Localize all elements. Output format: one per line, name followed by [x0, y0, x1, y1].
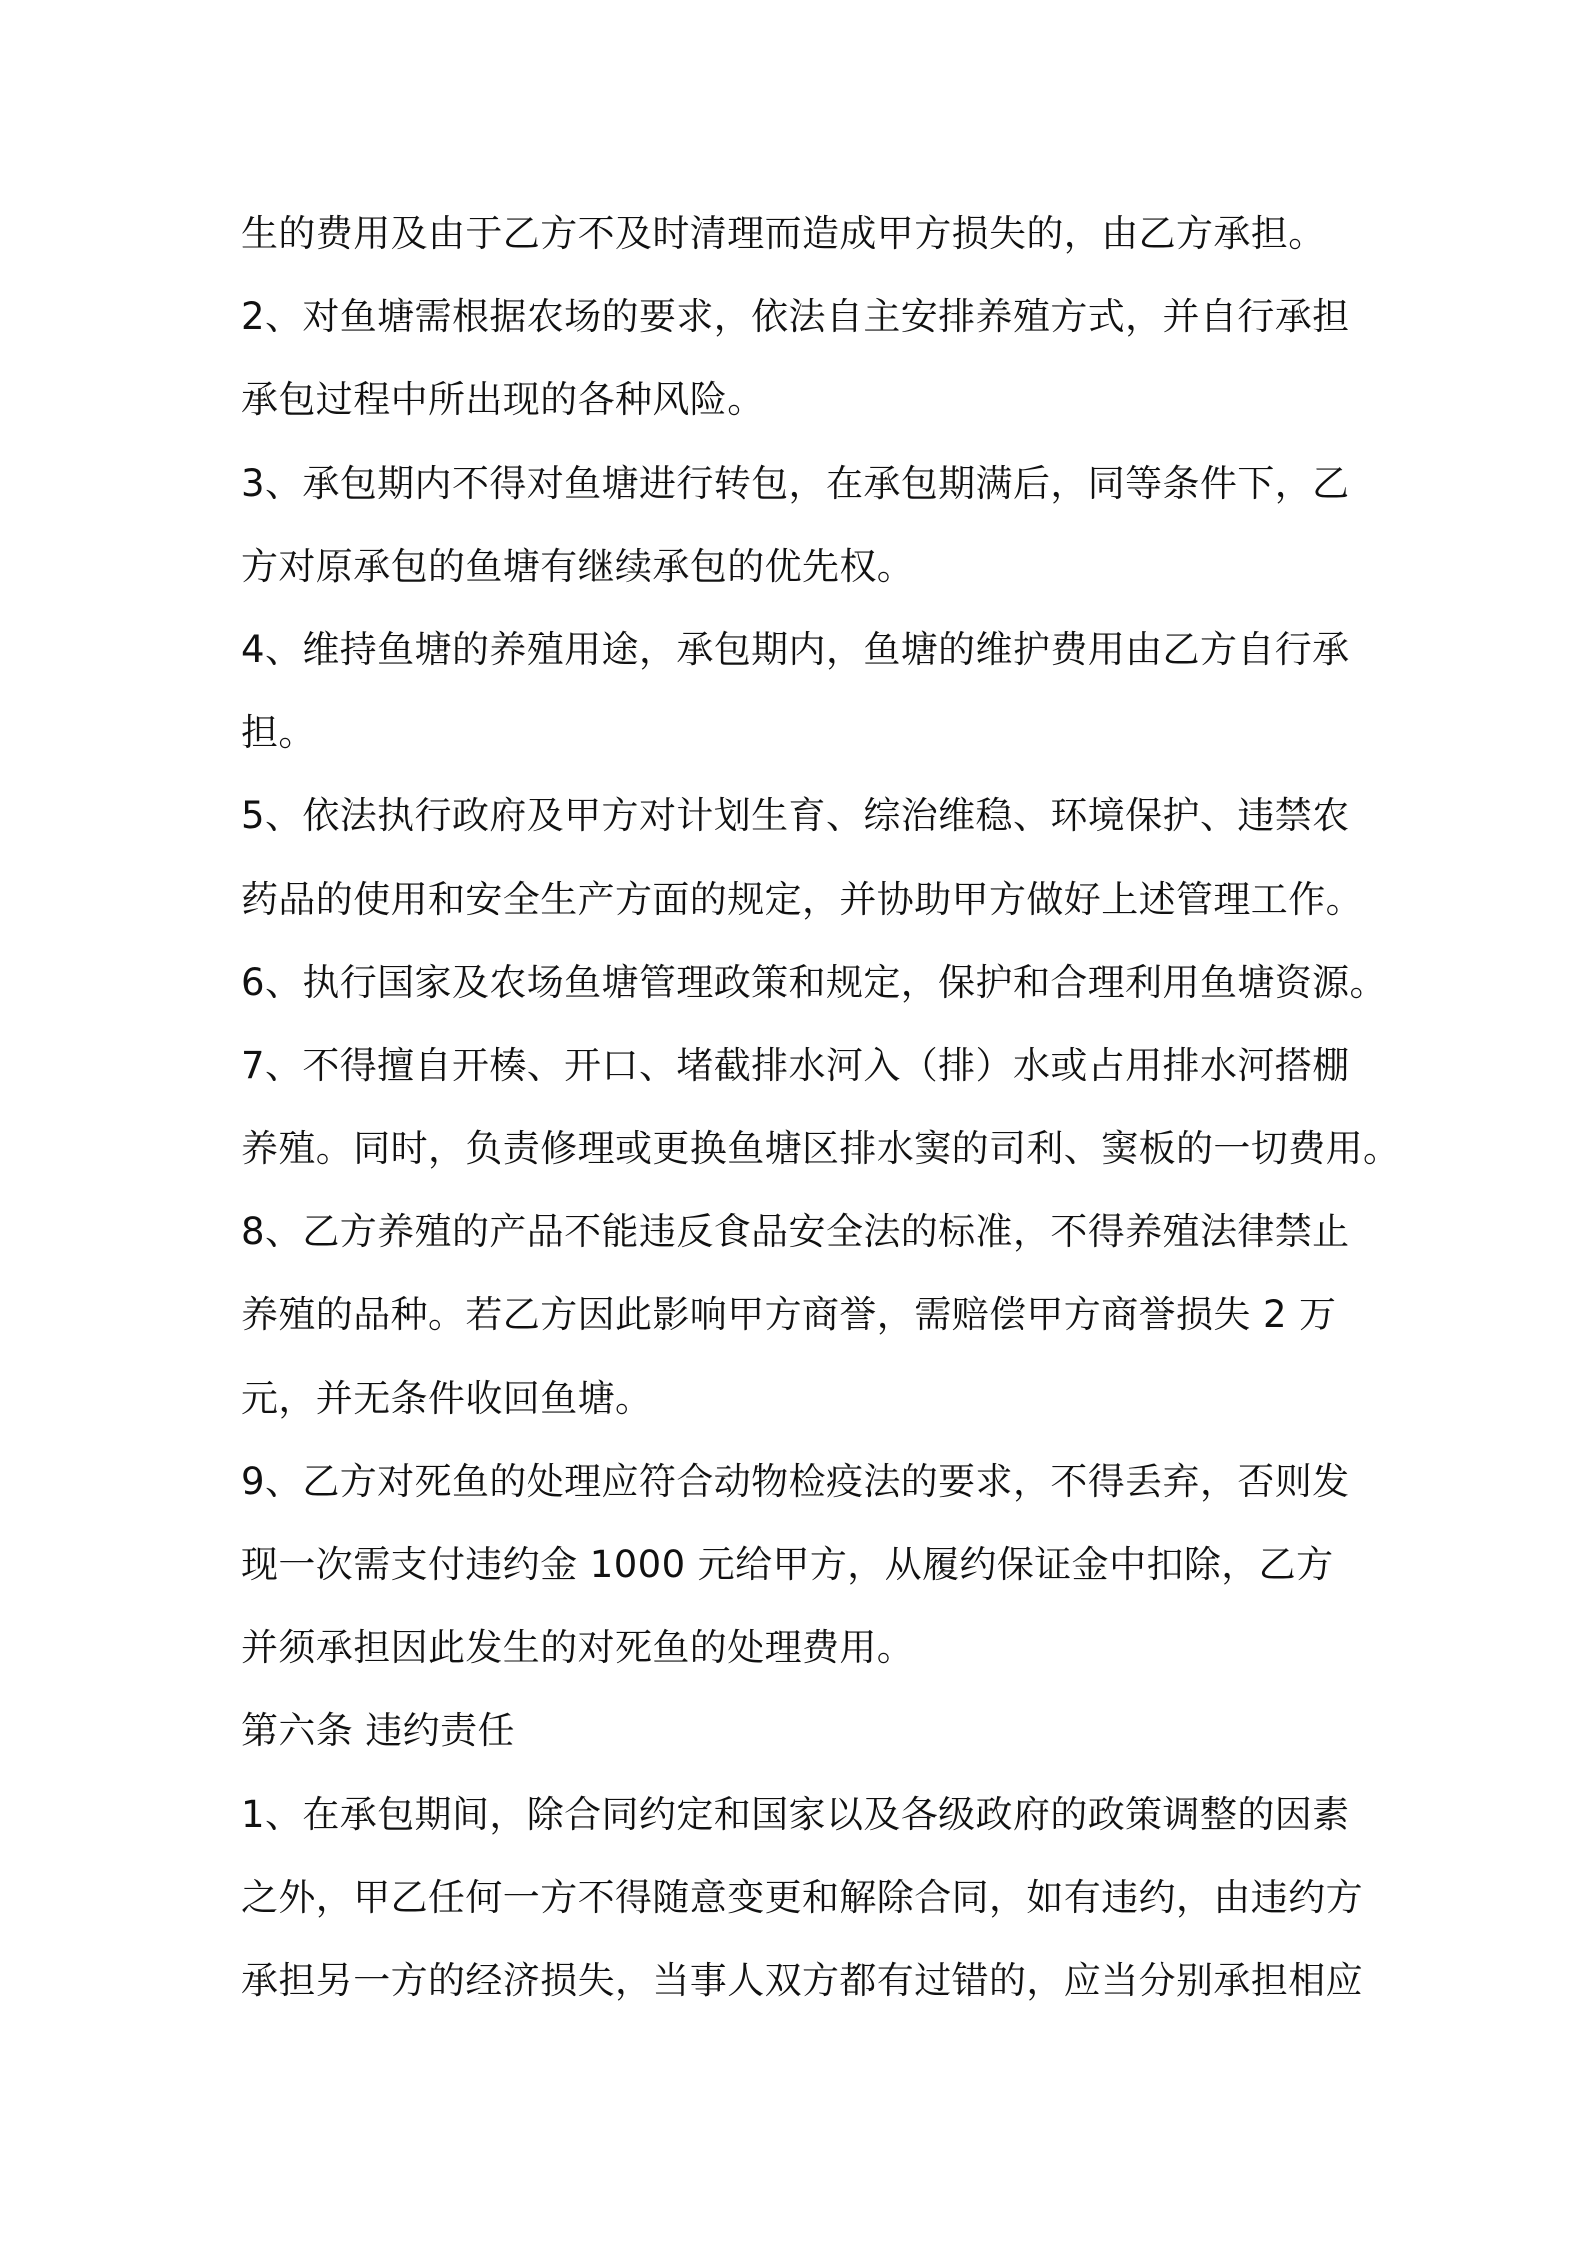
- clause-9-line: 9、乙方对死鱼的处理应符合动物检疫法的要求，不得丢弃，否则发: [241, 1459, 1350, 1503]
- text-line: 并须承担因此发生的对死鱼的处理费用。: [241, 1626, 915, 1670]
- text-line: 生的费用及由于乙方不及时清理而造成甲方损失的，由乙方承担。: [241, 212, 1326, 255]
- text-line: 药品的使用和安全生产方面的规定，并协助甲方做好上述管理工作。: [241, 877, 1363, 921]
- text-line: 承担另一方的经济损失，当事人双方都有过错的，应当分别承担相应: [241, 1958, 1363, 2002]
- clause-6-line: 6、执行国家及农场鱼塘管理政策和规定，保护和合理利用鱼塘资源。: [241, 960, 1387, 1004]
- clause-7-line: 7、不得擅自开楱、开口、堵截排水河入（排）水或占用排水河搭棚: [241, 1043, 1350, 1087]
- text-line: 承包过程中所出现的各种风险。: [241, 378, 765, 422]
- text-line: 现一次需支付违约金 1000 元给甲方，从履约保证金中扣除，乙方: [241, 1543, 1334, 1586]
- clause-5-line: 5、依法执行政府及甲方对计划生育、综治维稳、环境保护、违禁农: [241, 794, 1350, 838]
- clause-2-line: 2、对鱼塘需根据农场的要求，依法自主安排养殖方式，并自行承担: [241, 295, 1350, 339]
- text-line: 养殖。同时，负责修理或更换鱼塘区排水窦的司利、窦板的一切费用。: [241, 1127, 1401, 1171]
- text-line: 担。: [241, 711, 316, 755]
- liability-clause-1-line: 1、在承包期间，除合同约定和国家以及各级政府的政策调整的因素: [241, 1792, 1350, 1836]
- text-line: 养殖的品种。若乙方因此影响甲方商誉，需赔偿甲方商誉损失 2 万: [241, 1293, 1337, 1337]
- clause-8-line: 8、乙方养殖的产品不能违反食品安全法的标准，不得养殖法律禁止: [241, 1210, 1350, 1254]
- text-line: 方对原承包的鱼塘有继续承包的优先权。: [241, 544, 915, 588]
- text-line: 之外，甲乙任何一方不得随意变更和解除合同，如有违约，由违约方: [241, 1875, 1363, 1919]
- text-line: 元，并无条件收回鱼塘。: [241, 1376, 653, 1420]
- contract-text: [241, 192, 1401, 2022]
- clause-3-line: 3、承包期内不得对鱼塘进行转包，在承包期满后，同等条件下，乙: [241, 461, 1350, 505]
- clause-4-line: 4、维持鱼塘的养殖用途，承包期内，鱼塘的维护费用由乙方自行承: [241, 627, 1350, 671]
- article-heading: 第六条 违约责任: [241, 1709, 515, 1753]
